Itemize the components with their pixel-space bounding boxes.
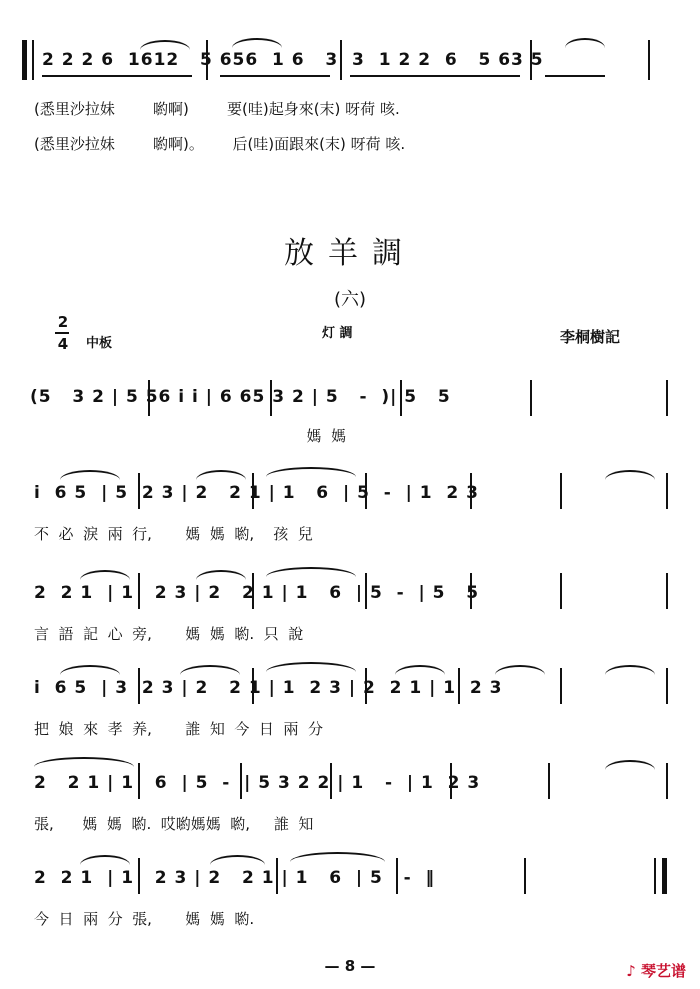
notes-line: 2 2 1 | 1 2 3 | 2 2 1 | 1 6 | 5 - ‖ [34,868,435,888]
score-row [0,850,700,935]
top-system [0,30,700,160]
start-bar [22,40,27,80]
time-sig-bottom: 4 [57,335,69,353]
lyrics-line: 把 娘 來 孝 养, 誰 知 今 日 兩 分 [34,720,323,738]
score-row [0,755,700,840]
slur [266,467,356,477]
watermark-logo [626,960,686,981]
slur [266,662,356,672]
barline [666,473,668,509]
time-signature [55,313,71,353]
underline [42,75,192,77]
end-bar [662,858,667,894]
underline [545,75,605,77]
score-row [0,565,700,650]
notes-line: i 6 5 | 5 2 3 | 2 2 1 | 1 6 | 5 - | 1 2 3 [34,483,480,503]
underline [350,75,520,77]
song-subtitle: (六) [333,289,367,310]
tempo-marking: 中板 [86,336,113,351]
slur [140,40,190,50]
barline [560,473,562,509]
song-title: 放羊調 [284,236,416,271]
barline [666,668,668,704]
notes-line: (5 3 2 | 5 56 i i | 6 65 3 2 | 5 - )| 5 5 [30,387,451,407]
score-row [0,660,700,745]
slur [565,38,605,48]
barline [666,380,668,416]
lyrics-line: 張, 媽 媽 喲. 哎喲媽媽 喲, 誰 知 [34,815,314,833]
watermark-text: 琴艺谱 [640,962,686,980]
barline [654,858,656,894]
slur [196,470,246,480]
lyrics-line: 不 必 淚 兩 行, 媽 媽 喲, 孩 兒 [34,525,313,543]
barline [666,573,668,609]
slur [605,470,655,480]
slur [290,852,385,862]
lyrics-line: 言 語 記 心 旁, 媽 媽 喲. 只 說 [34,625,304,643]
barline [524,858,526,894]
page-number: — 8 — [324,957,376,975]
notes-line: 2 2 1 | 1 2 3 | 2 2 1 | 1 6 | 5 - | 5 5 [34,583,480,603]
barline [548,763,550,799]
slur [60,470,120,480]
barline [560,573,562,609]
slur [80,855,130,865]
time-sig-top: 2 [57,313,69,331]
slur [80,570,130,580]
slur [605,665,655,675]
score-row [0,375,700,445]
barline [666,763,668,799]
lyrics-line-1: (悉里沙拉妹 喲啊) 要(哇)起身來(末) 呀荷 咳. [34,100,400,118]
slur [196,570,246,580]
slur [34,757,134,767]
genre-label: 灯 調 [322,326,353,341]
lyrics-line: 今 日 兩 分 張, 媽 媽 喲. [34,910,255,928]
score-row [0,465,700,550]
recorder-credit: 李桐樹記 [560,328,621,346]
barline [648,40,650,80]
slur [232,38,282,48]
slur [605,760,655,770]
notes-line: 2 2 2 6 1612 5 656 1 6 3 3 1 2 2 6 5 63 5 [42,50,544,70]
lyrics-line-2: (悉里沙拉妹 喲啊)。 后(哇)面跟來(末) 呀荷 咳. [34,135,406,153]
barline [560,668,562,704]
notes-line: i 6 5 | 3 2 3 | 2 2 1 | 1 2 3 | 2 2 1 | 1 2 3 [34,678,503,698]
watermark-icon: ♪ [626,962,641,980]
slur [210,855,265,865]
slur [266,567,356,577]
slur [60,665,120,675]
slur [180,665,240,675]
slur [495,665,545,675]
barline [530,380,532,416]
lyrics-line: 媽 媽 [30,427,347,445]
barline [32,40,34,80]
notes-line: 2 2 1 | 1 6 | 5 - | 5 3 2 2 | 1 - | 1 2 3 [34,773,481,793]
underline [220,75,330,77]
slur [395,665,445,675]
